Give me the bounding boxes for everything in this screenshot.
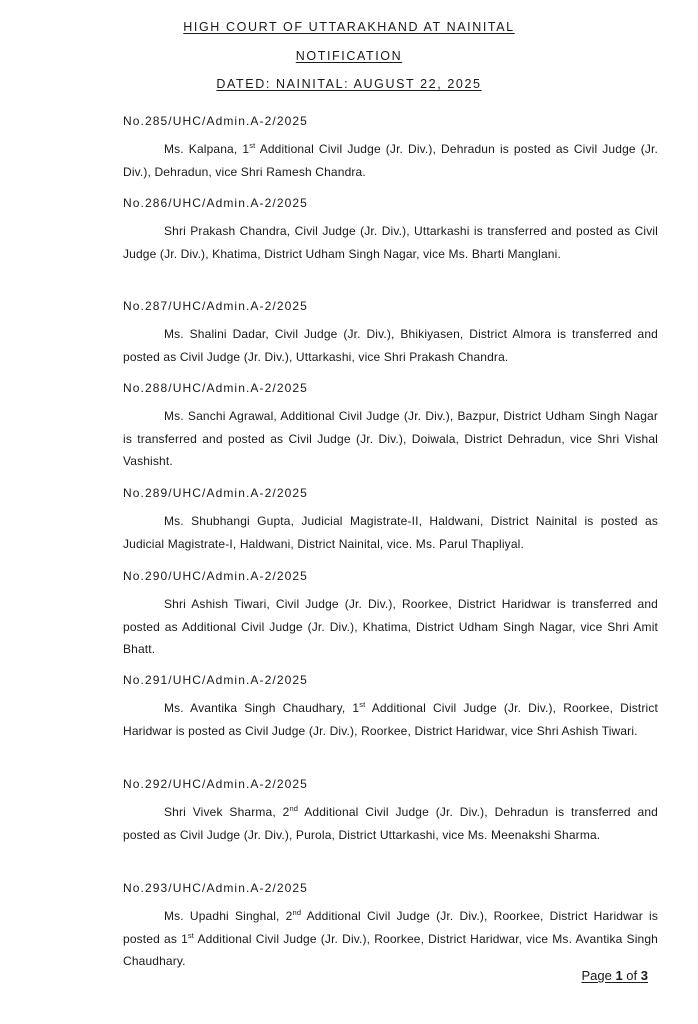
notice-289 bbox=[123, 486, 658, 555]
notice-number: No.290/UHC/Admin.A-2/2025 bbox=[123, 569, 308, 583]
notice-number: No.285/UHC/Admin.A-2/2025 bbox=[123, 114, 308, 128]
notice-text: Ms. Avantika Singh Chaudhary, 1st Additional Civil Judge (Jr. Div.), Roorkee, District Haridwar is posted as Civil Judge (Jr. Div.), Roorkee, District Haridwar, vice Shri Ashish Tiwari. bbox=[123, 700, 658, 738]
notice-288 bbox=[123, 381, 658, 473]
notice-290 bbox=[123, 569, 658, 661]
notice-number: No.286/UHC/Admin.A-2/2025 bbox=[123, 196, 308, 210]
notice-287 bbox=[123, 299, 658, 368]
notice-text: Shri Prakash Chandra, Civil Judge (Jr. Div.), Uttarkashi is transferred and posted as Civil Judge (Jr. Div.), Khatima, District Udham Singh Nagar, vice Ms. Bharti Manglani. bbox=[123, 224, 658, 261]
court-heading: HIGH COURT OF UTTARAKHAND AT NAINITAL bbox=[183, 20, 515, 34]
notice-number: No.293/UHC/Admin.A-2/2025 bbox=[123, 881, 308, 895]
notice-number: No.291/UHC/Admin.A-2/2025 bbox=[123, 673, 308, 687]
notice-number: No.288/UHC/Admin.A-2/2025 bbox=[123, 381, 308, 395]
notice-286 bbox=[123, 196, 658, 265]
page-number: Page 1 of 3 bbox=[581, 968, 648, 983]
notice-text: Ms. Kalpana, 1st Additional Civil Judge (Jr. Div.), Dehradun is posted as Civil Judge (Jr. Div.), Dehradun, vice Shri Ramesh Chandra. bbox=[123, 141, 658, 179]
notice-number: No.289/UHC/Admin.A-2/2025 bbox=[123, 486, 308, 500]
notice-text: Ms. Shalini Dadar, Civil Judge (Jr. Div.), Bhikiyasen, District Almora is transferred and posted as Civil Judge (Jr. Div.), Uttarkashi, vice Shri Prakash Chandra. bbox=[123, 327, 658, 364]
notice-text: Ms. Sanchi Agrawal, Additional Civil Judge (Jr. Div.), Bazpur, District Udham Singh Nagar is transferred and posted as Civil Judge (Jr. Div.), Doiwala, District Dehradun, vice Shri Vishal Vashisht. bbox=[123, 409, 658, 468]
notice-number: No.292/UHC/Admin.A-2/2025 bbox=[123, 777, 308, 791]
notice-text: Ms. Shubhangi Gupta, Judicial Magistrate-II, Haldwani, District Nainital is posted as Judicial Magistrate-I, Haldwani, District Nainital, vice. Ms. Parul Thapliyal. bbox=[123, 514, 658, 551]
notice-text: Ms. Upadhi Singhal, 2nd Additional Civil Judge (Jr. Div.), Roorkee, District Haridwar is posted as 1st Additional Civil Judge (Jr. Div.), Roorkee, District Haridwar, vice Ms. Avantika Singh Chaudhary. bbox=[123, 908, 658, 968]
notification-date: DATED: NAINITAL: AUGUST 22, 2025 bbox=[216, 77, 482, 91]
notice-text: Shri Ashish Tiwari, Civil Judge (Jr. Div.), Roorkee, District Haridwar is transferred and posted as Additional Civil Judge (Jr. Div.), Khatima, District Udham Singh Nagar, vice Shri Amit Bhatt. bbox=[123, 597, 658, 656]
notification-title: NOTIFICATION bbox=[295, 49, 403, 63]
notice-text: Shri Vivek Sharma, 2nd Additional Civil Judge (Jr. Div.), Dehradun is transferred and posted as Civil Judge (Jr. Div.), Purola, District Uttarkashi, vice Ms. Meenakshi Sharma. bbox=[123, 804, 659, 842]
notice-number: No.287/UHC/Admin.A-2/2025 bbox=[123, 299, 308, 313]
notice-285 bbox=[123, 114, 658, 183]
notice-292 bbox=[123, 777, 658, 846]
notice-291 bbox=[123, 673, 658, 742]
notice-293 bbox=[123, 881, 658, 973]
